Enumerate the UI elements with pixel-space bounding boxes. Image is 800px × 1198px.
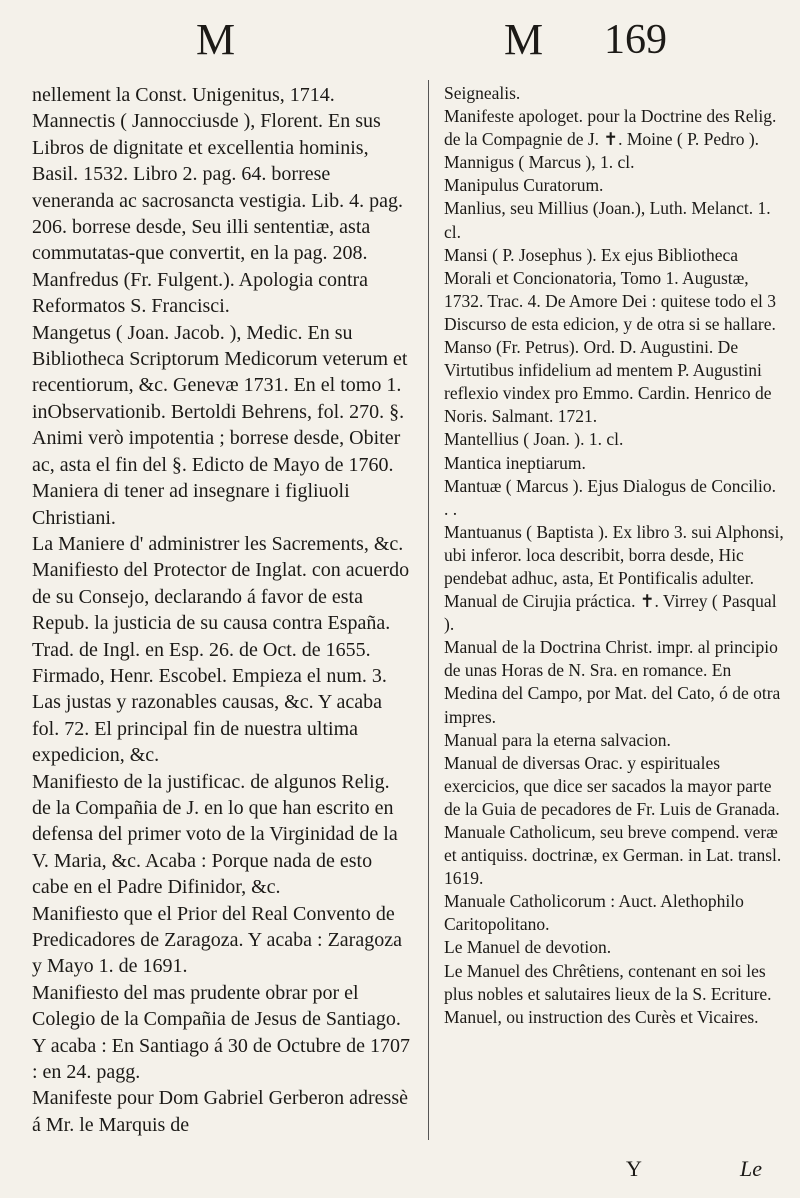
entry: Manifiesto del Protector de Inglat. con acuerdo de su Consejo, declarando á favor de esta Repub. la justicia de su causa contra España. Trad. de Ingl. en Esp. 26. de Oct. de 1655. Firmado, Henr. Escobel. Empieza el num. 3. Las justas y razonables causas, &c. Y acaba fol. 72. El principal fin de nuestra ultima expedicion, &c. <box>32 559 410 767</box>
header-right-letter: M <box>504 15 545 64</box>
entry: Mantellius ( Joan. ). 1. cl. <box>444 429 624 450</box>
signature-mark: Y <box>626 1156 642 1181</box>
entry: Manual para la eterna salvacion. <box>444 729 671 750</box>
right-column <box>444 82 784 1029</box>
entry: Manso (Fr. Petrus). Ord. D. Augustini. De Virtutibus infidelium ad mentem P. Augustini reflexio vindex pro Emmo. Cardin. Henrico de Noris. Salmant. 1721. <box>444 337 772 427</box>
left-column <box>32 82 412 1138</box>
entry: Manfredus (Fr. Fulgent.). Apologia contra Reformatos S. Francisci. <box>32 268 369 318</box>
entry: Manuel, ou instruction des Curès et Vicaires. <box>444 1006 759 1027</box>
running-header <box>0 14 800 74</box>
entry: Manual de Cirujia práctica. ✝. Virrey ( Pasqual ). <box>444 591 777 635</box>
entry: Mangetus ( Joan. Jacob. ), Medic. En su Bibliotheca Scriptorum Medicorum veterum et recentiorum, &c. Genevæ 1731. En el tomo 1. inObservationib. Bertoldi Behrens, fol. 270. §. Animi verò impotentia ; borrese desde, Obiter ac, asta el fin del §. Edicto de Mayo de 1760. <box>32 321 408 476</box>
entry: Manifiesto de la justificac. de algunos Relig. de la Compañia de J. en lo que han escrito en defensa del primer voto de la Virginidad de la V. Maria, &c. Acaba : Porque nada de esto cabe en el Padre Difinidor, &c. <box>32 770 398 899</box>
entry: Mantuanus ( Baptista ). Ex libro 3. sui Alphonsi, ubi inferor. loca describit, borra desde, Hic pendebat adhuc, asta, Et Pontificalis adulter. <box>444 521 784 588</box>
entry: Manipulus Curatorum. <box>444 175 604 196</box>
entry: Seignealis. <box>444 83 521 103</box>
entry: Maniera di tener ad insegnare i figliuoli Christiani. <box>32 480 350 529</box>
entry: Manifeste apologet. pour la Doctrine des Relig. de la Compagnie de J. ✝. Moine ( P. Pedro ). <box>444 106 777 150</box>
catchword: Le <box>740 1156 762 1181</box>
entry: Le Manuel des Chrêtiens, contenant en soi les plus nobles et salutaires lieux de la S. Ecriture. <box>444 960 772 1004</box>
entry: La Maniere d' administrer les Sacrements, &c. <box>32 532 404 555</box>
header-left-letter: M <box>196 15 237 64</box>
page-number: 169 <box>604 17 667 63</box>
entry: Manuale Catholicum, seu breve compend. veræ et antiquiss. doctrinæ, ex German. in Lat. transl. 1619. <box>444 822 782 889</box>
entry: Mannigus ( Marcus ), 1. cl. <box>444 152 635 173</box>
entry: Manifiesto que el Prior del Real Convento de Predicadores de Zaragoza. Y acaba : Zaragoza y Mayo 1. de 1691. <box>32 902 402 978</box>
entry: Mantuæ ( Marcus ). Ejus Dialogus de Concilio. . . <box>444 475 776 519</box>
entry: Manual de la Doctrina Christ. impr. al principio de unas Horas de N. Sra. en romance. En Medina del Campo, por Mat. del Cato, ó de otra impres. <box>444 637 781 727</box>
entry: Manifiesto del mas prudente obrar por el Colegio de la Compañia de Jesus de Santiago. Y acaba : En Santiago á 30 de Octubre de 1707 : en 24. pagg. <box>32 981 411 1084</box>
entry: Mantica ineptiarum. <box>444 452 586 473</box>
entry: Le Manuel de devotion. <box>444 937 612 958</box>
entry: Manuale Catholicorum : Auct. Alethophilo Caritopolitano. <box>444 891 744 935</box>
entry: nellement la Const. Unigenitus, 1714. <box>32 84 335 106</box>
entry: Mannectis ( Jannocciusde ), Florent. En sus Libros de dignitate et excellentia hominis, Basil. 1532. Libro 2. pag. 64. borrese veneranda ac sacrosancta vestigia. Lib. 4. pag. 206. borrese desde, Seu illi sententiæ, asta commutatas-que convertit, en la pag. 208. <box>32 110 403 265</box>
entry: Manual de diversas Orac. y espirituales exercicios, que dice ser sacados la mayor parte de la Guia de pecadores de Fr. Luis de Granada. <box>444 752 780 819</box>
entry: Mansi ( P. Josephus ). Ex ejus Bibliotheca Morali et Concionatoria, Tomo 1. Augustæ, 1732. Trac. 4. De Amore Dei : quitese todo el 3 Discurso de esta edicion, y de otra si se hallare. <box>444 244 776 334</box>
column-divider <box>428 80 429 1140</box>
entry: Manlius, seu Millius (Joan.), Luth. Melanct. 1. cl. <box>444 198 771 242</box>
entry: Manifeste pour Dom Gabriel Gerberon adressè á Mr. le Marquis de <box>32 1087 408 1136</box>
